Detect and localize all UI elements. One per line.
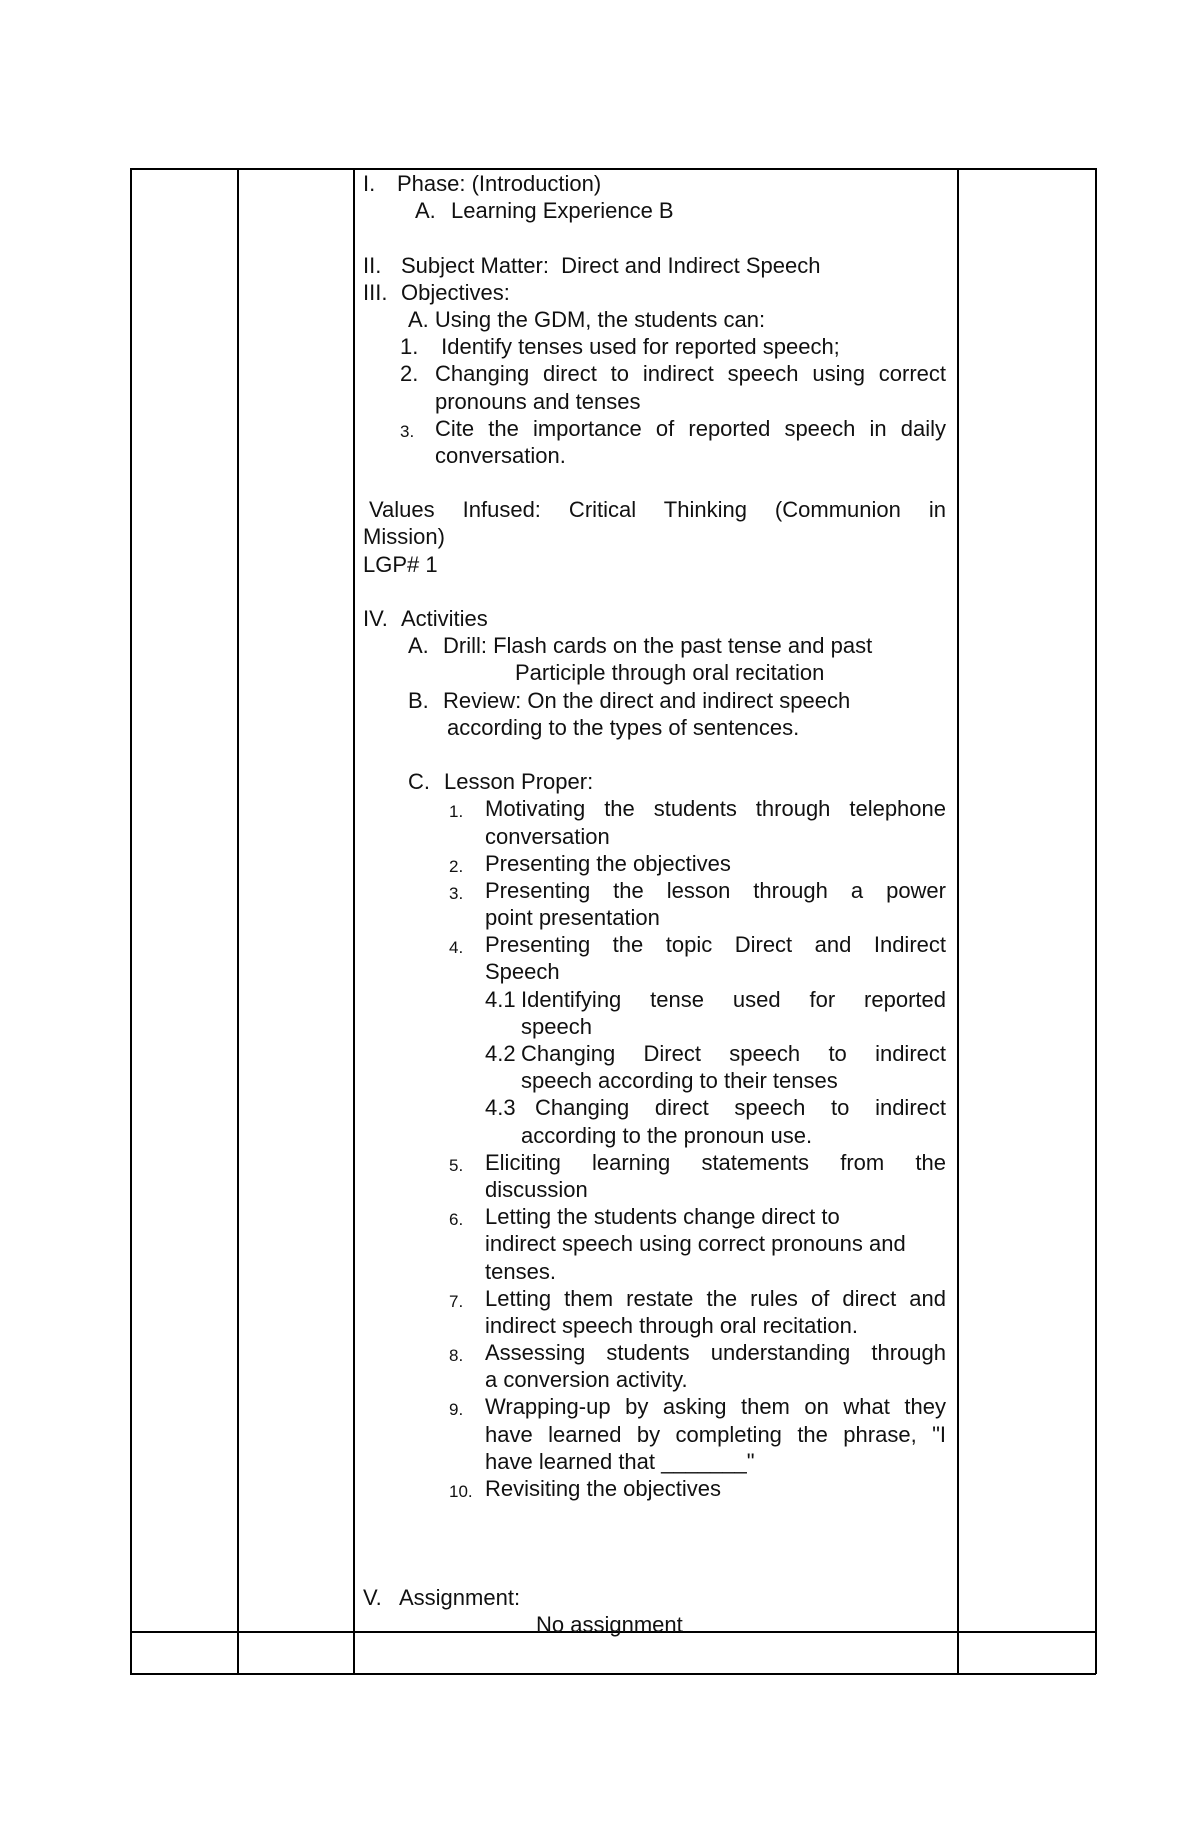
phase-number: I. [363, 171, 376, 196]
substep-continuation [363, 1013, 946, 1040]
phase-sub-text: Learning Experience B [451, 198, 674, 224]
objectives-intro: A. Using the GDM, the students can: [408, 306, 766, 332]
step-number: 2. [449, 856, 464, 876]
assignment-heading-line [363, 1584, 946, 1611]
step-text: tenses. [485, 1258, 556, 1284]
drill-continuation [363, 659, 946, 686]
step-text: Letting the students change direct to [485, 1204, 840, 1230]
step-text: have learned that _______" [485, 1448, 755, 1474]
substep-text: Changing Direct speech to indirect [521, 1041, 946, 1066]
step-text: Presenting the objectives [485, 850, 731, 876]
step-text: indirect speech through oral recitation. [485, 1312, 858, 1338]
objective-item [363, 415, 946, 442]
lesson-content-cell [363, 170, 946, 1638]
objective-text: Identify tenses used for reported speech; [435, 334, 840, 360]
values-text: Mission) [363, 524, 445, 550]
table-col-line [353, 168, 355, 1674]
step-text: Letting them restate the rules of direct and [485, 1285, 946, 1311]
substep-text: speech according to their tenses [521, 1068, 838, 1094]
step-number: 4. [449, 938, 464, 958]
table-col-line [1095, 168, 1097, 1674]
drill-letter: A. [408, 633, 429, 659]
assignment-number: V. [363, 1584, 382, 1610]
objective-number: 3. [400, 421, 415, 441]
step-continuation [363, 1176, 946, 1203]
drill-line [363, 632, 946, 659]
objectives-number: III. [363, 279, 388, 305]
step-continuation [363, 1258, 946, 1285]
objective-text: Changing direct to indirect speech using correct [435, 361, 946, 387]
step-continuation [363, 823, 946, 850]
lesson-proper-heading-line [363, 768, 946, 795]
objectives-heading: Objectives: [401, 279, 510, 305]
lesson-substep [363, 1094, 946, 1121]
subject-text: Subject Matter: Direct and Indirect Speech [401, 252, 821, 278]
objective-number: 2. [400, 361, 419, 387]
lesson-step [363, 1339, 946, 1366]
substep-number: 4.1 [485, 986, 516, 1012]
phase-sub-line [363, 197, 946, 224]
step-number: 5. [449, 1155, 464, 1175]
step-text: discussion [485, 1176, 588, 1202]
step-text: point presentation [485, 905, 660, 931]
objectives-intro-line [363, 306, 946, 333]
review-text: Review: On the direct and indirect speech [443, 687, 851, 713]
step-number: 10. [449, 1482, 473, 1501]
step-number: 3. [449, 883, 464, 903]
phase-line [363, 170, 946, 197]
phase-sub-letter: A. [415, 198, 436, 224]
table-bottom-border [130, 1673, 1096, 1675]
assignment-heading: Assignment: [399, 1584, 521, 1610]
lesson-step [363, 877, 946, 904]
phase-text: Phase: (Introduction) [397, 171, 602, 196]
assignment-text-line [363, 1611, 946, 1638]
lesson-step [363, 1475, 946, 1502]
step-text: Revisiting the objectives [485, 1476, 722, 1501]
step-continuation [363, 958, 946, 985]
step-text: Speech [485, 959, 560, 985]
substep-text: Identifying tense used for reported [521, 986, 946, 1012]
subject-number: II. [363, 252, 382, 278]
step-continuation [363, 1312, 946, 1339]
step-number: 7. [449, 1291, 464, 1311]
step-text: indirect speech using correct pronouns and [485, 1231, 906, 1257]
lesson-step [363, 1285, 946, 1312]
activities-number: IV. [363, 606, 388, 631]
table-col-line [130, 168, 132, 1674]
objective-item [363, 360, 946, 387]
step-text: conversation [485, 823, 610, 849]
step-text: Wrapping-up by asking them on what they [485, 1394, 946, 1420]
values-continuation [363, 523, 946, 550]
substep-continuation [363, 1067, 946, 1094]
objective-text: Cite the importance of reported speech in daily [435, 415, 946, 441]
lesson-step [363, 1149, 946, 1176]
lesson-letter: C. [408, 769, 430, 795]
drill-text: Participle through oral recitation [515, 660, 825, 686]
step-number: 8. [449, 1346, 464, 1366]
review-line [363, 687, 946, 714]
substep-text: speech [521, 1013, 592, 1039]
subject-matter-line [363, 252, 946, 279]
step-continuation [363, 904, 946, 931]
step-number: 9. [449, 1400, 464, 1420]
values-text: Values Infused: Critical Thinking (Communion in [369, 497, 946, 523]
substep-continuation [363, 1122, 946, 1149]
values-line [363, 496, 946, 523]
objective-continuation [363, 442, 946, 469]
step-text: a conversion activity. [485, 1367, 688, 1393]
step-continuation [363, 1448, 946, 1475]
table-col-line [237, 168, 239, 1674]
step-text: have learned by completing the phrase, "I [485, 1421, 946, 1447]
objective-continuation [363, 388, 946, 415]
objective-text: pronouns and tenses [435, 388, 641, 414]
substep-number: 4.3 [485, 1095, 516, 1121]
lesson-step [363, 850, 946, 877]
step-continuation [363, 1230, 946, 1257]
activities-heading-line [363, 605, 946, 632]
step-text: Assessing students understanding through [485, 1340, 946, 1366]
objective-text: conversation. [435, 442, 566, 468]
lesson-substep [363, 986, 946, 1013]
step-text: Eliciting learning statements from the [485, 1149, 946, 1175]
review-continuation [363, 714, 946, 741]
substep-number: 4.2 [485, 1041, 516, 1066]
lesson-step [363, 795, 946, 822]
objective-item [363, 333, 946, 360]
review-letter: B. [408, 687, 429, 713]
lesson-substep [363, 1040, 946, 1067]
activities-heading: Activities [401, 606, 488, 631]
step-number: 1. [449, 802, 464, 822]
step-continuation [363, 1421, 946, 1448]
objective-number: 1. [400, 334, 419, 360]
lesson-step [363, 931, 946, 958]
lgp-line [363, 551, 946, 578]
objectives-heading-line [363, 279, 946, 306]
lgp-text: LGP# 1 [363, 551, 438, 577]
lesson-heading: Lesson Proper: [444, 769, 594, 795]
substep-text: Changing direct speech to indirect [535, 1095, 946, 1121]
step-number: 6. [449, 1210, 464, 1230]
table-col-line [957, 168, 959, 1674]
drill-text: Drill: Flash cards on the past tense and past [443, 633, 873, 659]
step-text: Motivating the students through telephone [485, 796, 946, 822]
step-text: Presenting the topic Direct and Indirect [485, 932, 946, 958]
substep-text: according to the pronoun use. [521, 1122, 813, 1148]
assignment-text: No assignment [536, 1611, 683, 1637]
lesson-step [363, 1203, 946, 1230]
review-text: according to the types of sentences. [447, 714, 800, 740]
step-text: Presenting the lesson through a power [485, 877, 946, 903]
step-continuation [363, 1366, 946, 1393]
lesson-step [363, 1393, 946, 1420]
